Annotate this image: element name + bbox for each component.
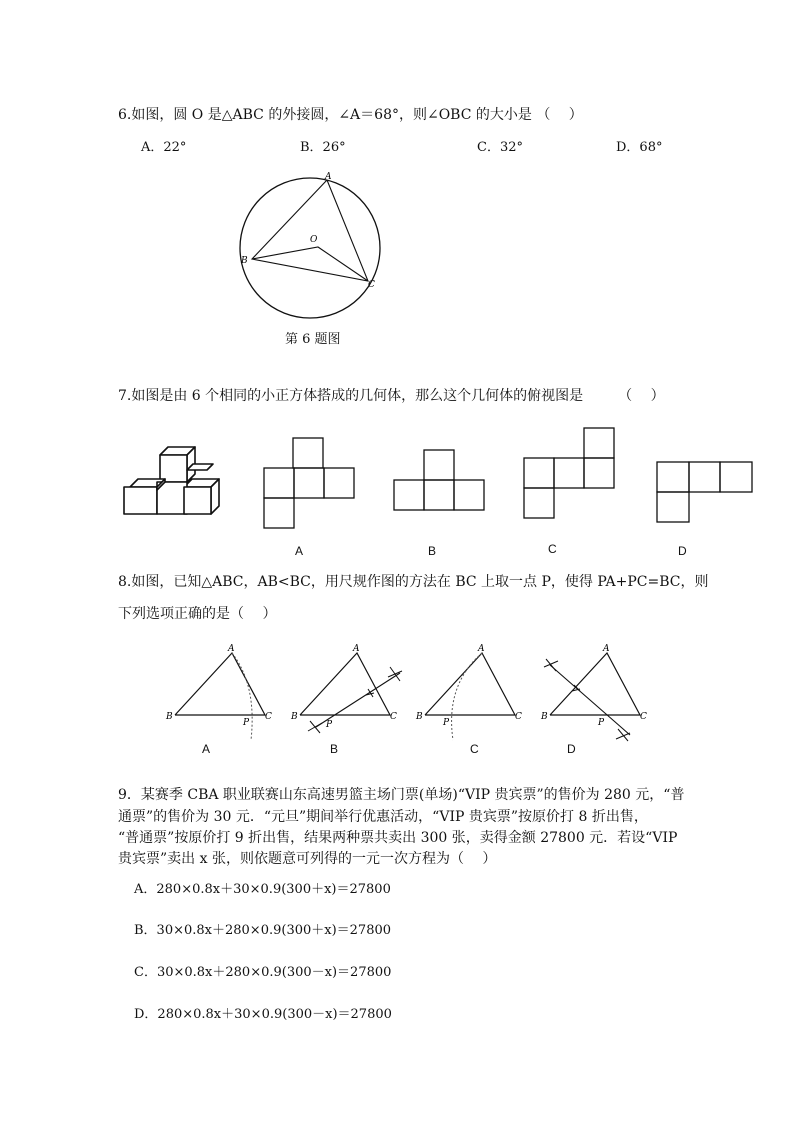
q8d-point-p: P [598, 718, 605, 728]
q9-line4: 贵宾票”卖出 x 张，则依题意可列得的一元一次方程为（ ） [118, 851, 497, 867]
q8-label-d: D [567, 742, 576, 756]
q7-label-a: A [295, 544, 304, 558]
q8b-point-a: A [353, 644, 360, 654]
q6-point-a: A [325, 172, 332, 182]
q8-stem-line1: 8.如图，已知△ABC，AB<BC，用尺规作图的方法在 BC 上取一点 P，使得 PA+PC=BC，则 [118, 574, 709, 590]
q8a-point-a: A [228, 644, 235, 654]
q7-label-b: B [428, 544, 437, 558]
q8b-point-b: B [291, 712, 298, 722]
q9-option-b: B．30×0.8x＋280×0.9(300＋x)＝27800 [134, 923, 392, 938]
q9-line1: 9．某赛季 CBA 职业联赛山东高速男篮主场门票(单场)“VIP 贵宾票”的售价为 280 元，“普 [118, 787, 685, 803]
q9-option-c: C．30×0.8x＋280×0.9(300－x)＝27800 [134, 965, 392, 980]
q8c-point-c: C [515, 712, 522, 722]
q6-point-o: O [310, 235, 318, 245]
q7-option-a-view [263, 437, 355, 529]
q8-stem-line2: 下列选项正确的是（ ） [118, 606, 277, 622]
q8c-point-p: P [443, 718, 450, 728]
q8b-point-c: C [390, 712, 397, 722]
q8-label-a: A [202, 742, 211, 756]
q7-label-d: D [678, 544, 687, 558]
q8a-point-c: C [265, 712, 272, 722]
q8-label-c: C [470, 742, 479, 756]
q6-circle-figure [240, 170, 400, 320]
q7-option-d-view [656, 461, 753, 523]
q6-caption: 第 6 题图 [285, 332, 341, 347]
q7-cube-solid [120, 440, 225, 520]
q8b-point-p: P [326, 720, 333, 730]
q6-stem: 6.如图，圆 O 是△ABC 的外接圆，∠A＝68°，则∠OBC 的大小是 （ ） [118, 107, 583, 123]
q9-line2: 通票”的售价为 30 元．“元旦”期间举行优惠活动，“VIP 贵宾票”按原价打 8 折出售， [118, 809, 648, 825]
q9-line3: “普通票”按原价打 9 折出售，结果两种票共卖出 300 张，卖得金额 27800 元．若设“VIP [118, 830, 678, 846]
q8-figure-d [540, 645, 655, 745]
q8-figure-b [290, 645, 410, 745]
q8c-point-b: B [416, 712, 423, 722]
q6-point-b: B [241, 256, 248, 266]
q9-option-a: A．280×0.8x＋30×0.9(300＋x)＝27800 [134, 882, 391, 897]
q6-point-c: C [368, 280, 375, 290]
q6-option-c: C．32° [477, 140, 523, 155]
q8d-point-b: B [541, 712, 548, 722]
q7-label-c: C [548, 542, 557, 556]
q6-option-b: B．26° [300, 140, 346, 155]
q8a-point-b: B [166, 712, 173, 722]
q8d-point-a: A [603, 644, 610, 654]
q8-figure-a [165, 645, 275, 745]
q7-option-c-view [523, 427, 615, 519]
q7-stem: 7.如图是由 6 个相同的小正方体搭成的几何体，那么这个几何体的俯视图是 （ ） [118, 388, 665, 404]
q8-figure-c [415, 645, 525, 745]
q8a-point-p: P [243, 718, 250, 728]
q6-option-a: A．22° [141, 140, 187, 155]
q9-option-d: D．280×0.8x＋30×0.9(300－x)＝27800 [134, 1007, 392, 1022]
q6-option-d: D．68° [616, 140, 663, 155]
q8d-point-c: C [640, 712, 647, 722]
q7-option-b-view [393, 449, 485, 511]
q8-label-b: B [330, 742, 339, 756]
q8c-point-a: A [478, 644, 485, 654]
